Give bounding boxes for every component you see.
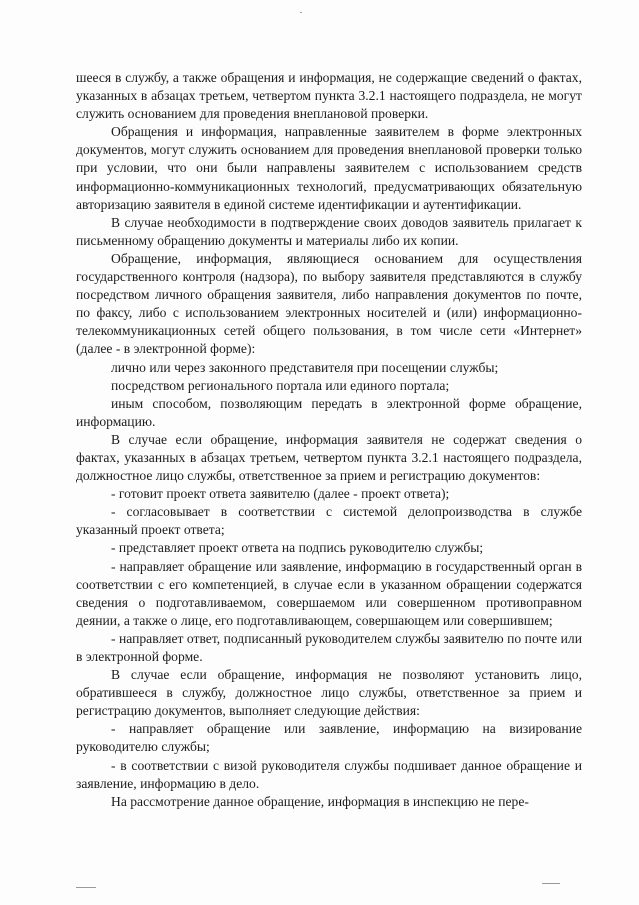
paragraph: В случае если обращение, информация заявителя не содержат сведения о фактах, указанных в абзацах третьем, четвертом пункта 3.2.1 настоящего подраздела, должностное лицо службы, ответственное за прием и регистрацию документов: [76,431,582,484]
scan-mark [76,887,96,888]
list-item: - направляет ответ, подписанный руководителем службы заявителю по почте или в электронной форме. [76,630,582,664]
list-item: иным способом, позволяющим передать в электронной форме обращение, информацию. [76,395,582,429]
scan-mark [300,12,302,13]
list-item: - в соответствии с визой руководителя службы подшивает данное обращение и заявление, информацию в дело. [76,757,582,791]
paragraph: Обращение, информация, являющиеся основанием для осуществления государственного контроля (надзора), по выбору заявителя представляются в службу посредством личного обращения заявителя, либо направления документов по почте, по факсу, либо с использованием электронных носителей и (или) информационно-телекоммуникационных сетей общего пользования, в том числе сети «Интернет» (далее - в электронной форме): [76,250,582,357]
paragraph: На рассмотрение данное обращение, информация в инспекцию не пере- [111,793,529,809]
list-item: - направляет обращение или заявление, информацию в государственный орган в соответствии с его компетенцией, в случае если в указанном обращении содержатся сведения о подготавливаемом, совершаемом или совершенном противоправном деянии, а также о лице, его подготавливающем, совершающем или совершившем; [76,558,582,628]
scan-mark [542,883,560,884]
document-body [76,69,582,811]
paragraph: В случае необходимости в подтверждение своих доводов заявитель прилагает к письменному обращению документы и материалы либо их копии. [76,214,582,248]
list-item: лично или через законного представителя при посещении службы; [111,359,499,375]
list-item: - готовит проект ответа заявителю (далее - проект ответа); [111,486,450,502]
list-item: - направляет обращение или заявление, информацию на визирование руководителю службы; [76,721,582,755]
list-item: - согласовывает в соответствии с системой делопроизводства в службе указанный проект ответа; [76,504,582,538]
paragraph: В случае если обращение, информация не позволяют установить лицо, обратившееся в службу, должностное лицо службы, ответственное за прием и регистрацию документов, выполняет следующие действия: [76,667,582,719]
list-item: посредством регионального портала или единого портала; [111,377,450,393]
paragraph: шееся в службу, а также обращения и информация, не содержащие сведений о фактах, указанных в абзацах третьем, четвертом пункта 3.2.1 настоящего подраздела, не могут служить основанием для проведения внеплановой проверки. [76,70,582,122]
list-item: - представляет проект ответа на подпись руководителю службы; [111,540,484,556]
paragraph: Обращения и информация, направленные заявителем в форме электронных документов, могут служить основанием для проведения внеплановой проверки только при условии, что они были направлены заявителем с использованием средств информационно-коммуникационных технологий, предусматривающих обязательную авторизацию заявителя в единой системе идентификации и аутентификации. [76,124,582,212]
